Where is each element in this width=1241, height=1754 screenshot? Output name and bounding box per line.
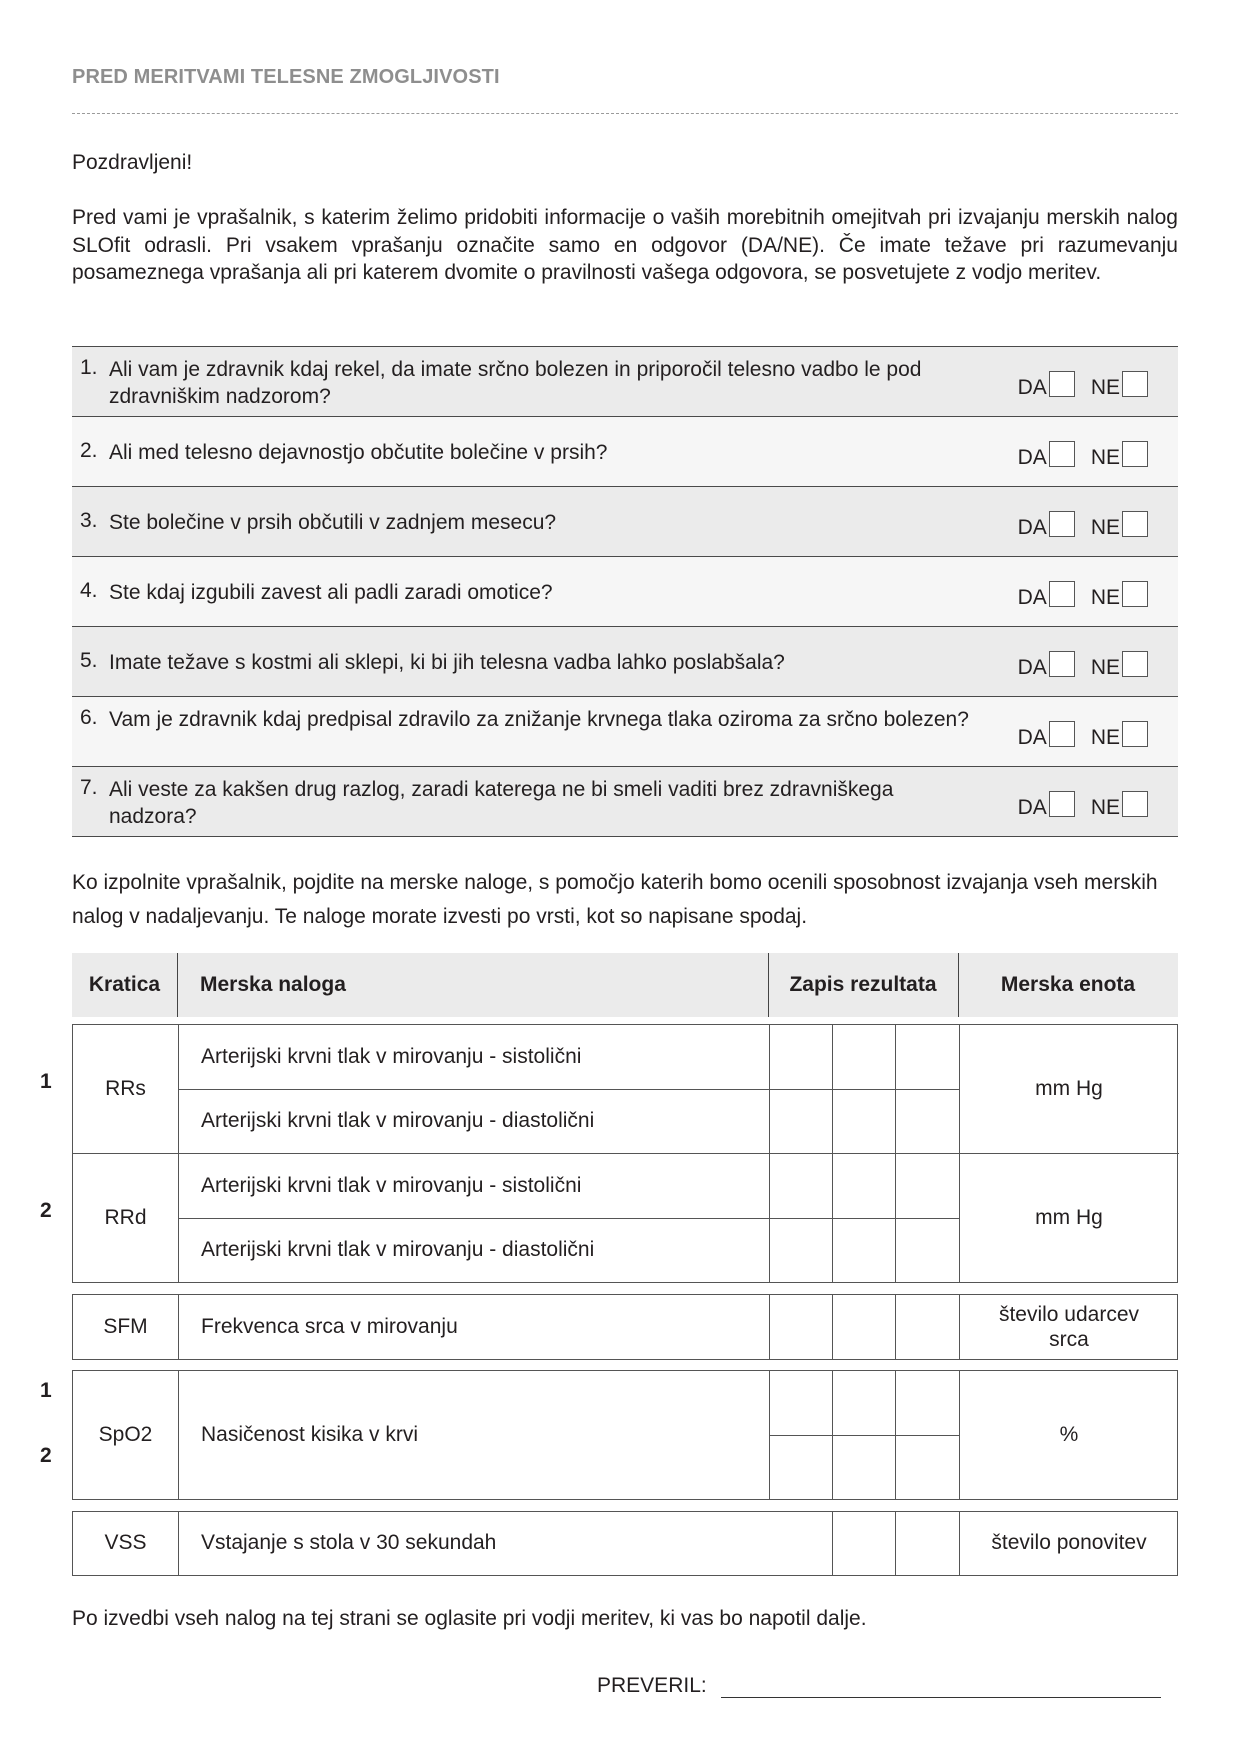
result-input[interactable] (832, 1512, 895, 1574)
result-input[interactable] (769, 1218, 832, 1282)
task-cell: Nasičenost kisika v krvi (201, 1422, 419, 1446)
task-cell: Vstajanje s stola v 30 sekundah (201, 1531, 497, 1554)
task-cell: Arterijski krvni tlak v mirovanju - diastolični (201, 1238, 595, 1261)
measures-table-header (72, 953, 1178, 1017)
no-checkbox[interactable] (1122, 441, 1148, 467)
no-checkbox[interactable] (1122, 371, 1148, 397)
result-input[interactable] (895, 1295, 959, 1358)
measure-group-vss (72, 1511, 1178, 1576)
intro-paragraph: Pred vami je vprašalnik, s katerim želimo pridobiti informacije o vaših morebitnih omejitvah pri izvajanju merskih nalog SLOfit odrasli. Pri vsakem vprašanju označite samo en odgovor (DA/NE). Če imate težave pri razumevanju posameznega vprašanja ali pri katerem dvomite o pravilnosti vašega odgovora, se posvetujete z vodjo meritev. (72, 206, 1178, 284)
dashed-divider (72, 113, 1178, 114)
unit-cell: mm Hg (1035, 1205, 1103, 1229)
answer-group (1018, 511, 1148, 539)
result-input[interactable] (832, 1218, 895, 1282)
question-row (72, 697, 1178, 767)
abbr-cell: SFM (103, 1314, 148, 1338)
question-row (72, 767, 1178, 837)
question-number: 4. (80, 579, 98, 602)
result-input[interactable] (832, 1025, 895, 1089)
yes-checkbox[interactable] (1049, 651, 1075, 677)
abbr-cell: RRs (105, 1077, 146, 1100)
greeting: Pozdravljeni! (72, 151, 193, 174)
answer-group (1018, 371, 1148, 399)
page-title: PRED MERITVAMI TELESNE ZMOGLJIVOSTI (72, 66, 500, 88)
task-cell: Arterijski krvni tlak v mirovanju - sistolični (201, 1173, 582, 1197)
yes-checkbox[interactable] (1049, 371, 1075, 397)
yes-label: DA (1017, 446, 1047, 469)
yes-label: DA (1017, 796, 1047, 819)
result-input[interactable] (769, 1153, 832, 1218)
question-row (72, 557, 1178, 627)
question-row (72, 487, 1178, 557)
unit-cell: število udarcev srca (998, 1302, 1140, 1351)
result-input[interactable] (832, 1295, 895, 1358)
answer-group (1018, 441, 1148, 469)
question-number: 3. (80, 509, 98, 532)
answer-group (1018, 721, 1148, 749)
result-input[interactable] (832, 1089, 895, 1153)
result-input[interactable] (895, 1153, 959, 1218)
measure-group-blood-pressure (72, 1024, 1178, 1283)
abbr-cell: SpO2 (98, 1422, 153, 1446)
answer-group (1018, 581, 1148, 609)
result-input[interactable] (769, 1435, 832, 1498)
row-number: 1 (40, 1379, 52, 1402)
questionnaire-table (72, 346, 1178, 837)
result-input[interactable] (769, 1089, 832, 1153)
row-number: 2 (40, 1199, 52, 1222)
signature-line-input[interactable] (721, 1677, 1161, 1698)
yes-checkbox[interactable] (1049, 721, 1075, 747)
question-row (72, 627, 1178, 697)
no-checkbox[interactable] (1122, 721, 1148, 747)
question-text: Ali med telesno dejavnostjo občutite bolečine v prsih? (109, 441, 608, 464)
question-number: 6. (80, 706, 98, 729)
question-text: Ste kdaj izgubili zavest ali padli zaradi omotice? (109, 581, 553, 604)
question-text: Ste bolečine v prsih občutili v zadnjem mesecu? (109, 511, 557, 534)
result-input[interactable] (832, 1371, 895, 1435)
answer-group (1018, 651, 1148, 679)
result-input[interactable] (895, 1025, 959, 1089)
no-label: NE (1090, 446, 1120, 469)
question-row (72, 417, 1178, 487)
question-number: 5. (80, 649, 98, 672)
abbr-cell: VSS (104, 1531, 147, 1554)
result-input[interactable] (895, 1089, 959, 1153)
no-label: NE (1090, 796, 1120, 819)
header-result: Zapis rezultata (789, 973, 937, 996)
question-number: 2. (80, 439, 98, 462)
task-cell: Arterijski krvni tlak v mirovanju - sistolični (201, 1045, 582, 1068)
unit-cell: število ponovitev (991, 1531, 1147, 1554)
no-label: NE (1090, 586, 1120, 609)
row-number: 1 (40, 1070, 52, 1093)
header-abbr: Kratica (88, 973, 161, 996)
unit-cell: % (1059, 1422, 1079, 1446)
signature-block (597, 1674, 1161, 1698)
result-input[interactable] (895, 1512, 959, 1574)
question-row (72, 347, 1178, 417)
question-text: Ali veste za kakšen drug razlog, zaradi katerega ne bi smeli vaditi brez zdravniškega nadzora? (109, 778, 894, 828)
answer-group (1018, 791, 1148, 819)
no-label: NE (1090, 656, 1120, 679)
no-label: NE (1090, 726, 1120, 749)
header-unit: Merska enota (1000, 973, 1136, 996)
row-number: 2 (40, 1444, 52, 1467)
question-text: Vam je zdravnik kdaj predpisal zdravilo za znižanje krvnega tlaka oziroma za srčno bolezen? (109, 708, 969, 731)
result-input[interactable] (895, 1371, 959, 1435)
yes-label: DA (1017, 656, 1047, 679)
no-label: NE (1090, 516, 1120, 539)
no-checkbox[interactable] (1122, 511, 1148, 537)
yes-checkbox[interactable] (1049, 581, 1075, 607)
question-number: 1. (80, 356, 98, 379)
unit-cell: mm Hg (1035, 1077, 1103, 1100)
abbr-cell: RRd (104, 1205, 147, 1229)
yes-label: DA (1017, 586, 1047, 609)
yes-label: DA (1017, 376, 1047, 399)
result-input[interactable] (895, 1218, 959, 1282)
no-checkbox[interactable] (1122, 581, 1148, 607)
no-checkbox[interactable] (1122, 791, 1148, 817)
result-input[interactable] (769, 1025, 832, 1089)
result-input[interactable] (832, 1153, 895, 1218)
question-text: Imate težave s kostmi ali sklepi, ki bi jih telesna vadba lahko poslabšala? (109, 651, 785, 674)
result-input[interactable] (769, 1371, 832, 1435)
question-number: 7. (80, 776, 98, 799)
result-input[interactable] (895, 1435, 959, 1498)
yes-checkbox[interactable] (1049, 511, 1075, 537)
no-label: NE (1090, 376, 1120, 399)
measure-group-sfm (72, 1294, 1178, 1360)
result-input[interactable] (832, 1435, 895, 1498)
signature-label: PREVERIL: (597, 1674, 707, 1697)
instructions-paragraph: Ko izpolnite vprašalnik, pojdite na merske naloge, s pomočjo katerih bomo ocenili sposobnost izvajanja vseh merskih nalog v nadaljevanju. Te naloge morate izvesti po vrsti, kot so napisane spodaj. (72, 871, 1158, 928)
measure-group-spo2 (72, 1370, 1178, 1500)
header-task: Merska naloga (200, 973, 346, 996)
yes-label: DA (1017, 516, 1047, 539)
task-cell: Arterijski krvni tlak v mirovanju - diastolični (201, 1109, 595, 1132)
yes-checkbox[interactable] (1049, 791, 1075, 817)
result-input[interactable] (769, 1295, 832, 1358)
footer-note: Po izvedbi vseh nalog na tej strani se oglasite pri vodji meritev, ki vas bo napotil dalje. (72, 1607, 867, 1630)
yes-label: DA (1017, 726, 1047, 749)
yes-checkbox[interactable] (1049, 441, 1075, 467)
question-text: Ali vam je zdravnik kdaj rekel, da imate srčno bolezen in priporočil telesno vadbo le pod zdravniškim nadzorom? (109, 358, 922, 408)
no-checkbox[interactable] (1122, 651, 1148, 677)
task-cell: Frekvenca srca v mirovanju (201, 1314, 458, 1338)
